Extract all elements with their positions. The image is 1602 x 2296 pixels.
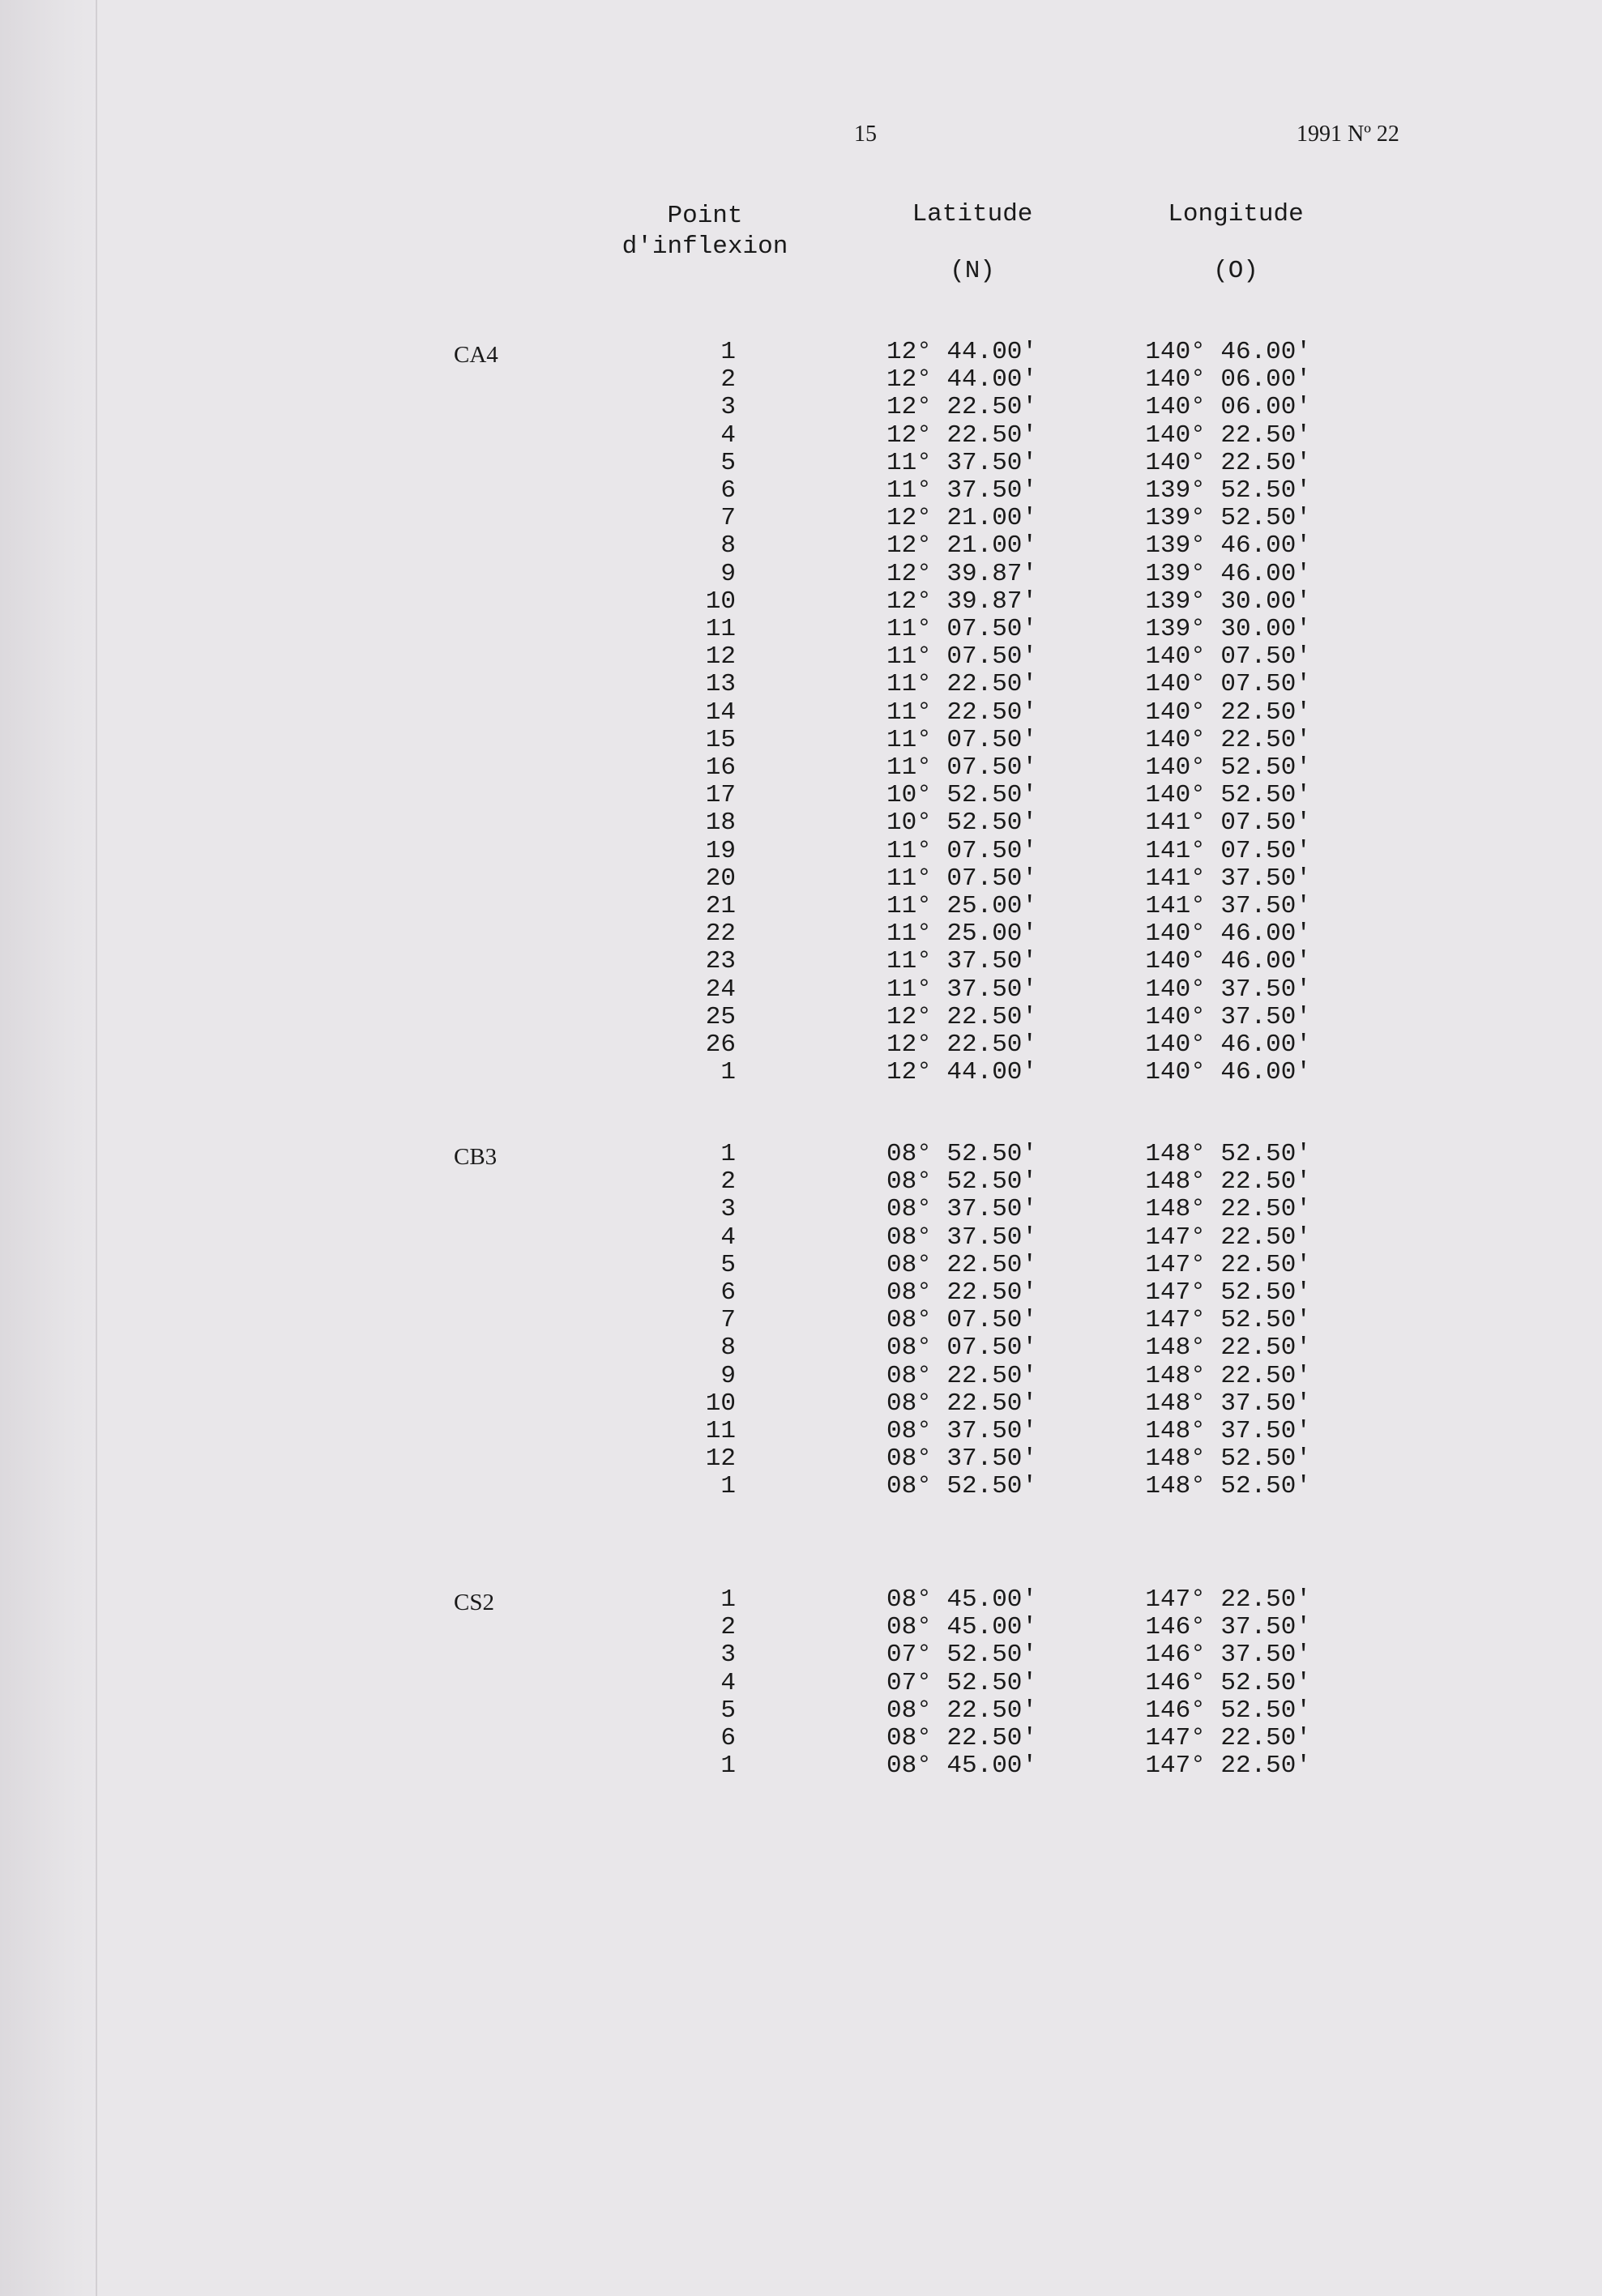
table-row [0, 1279, 1602, 1307]
longitude-cell: 140° 46.00' [1145, 947, 1311, 976]
column-header-latitude-label: Latitude [912, 200, 1033, 228]
point-cell: 10 [705, 1389, 736, 1418]
table-row [0, 893, 1602, 920]
table-row [0, 1252, 1602, 1279]
latitude-cell: 12° 22.50' [886, 1031, 1037, 1059]
latitude-cell: 11° 25.00' [886, 920, 1037, 949]
table-row [0, 976, 1602, 1004]
longitude-cell: 148° 22.50' [1145, 1361, 1311, 1390]
table-row [0, 588, 1602, 616]
point-cell: 4 [720, 420, 736, 450]
longitude-cell: 139° 52.50' [1145, 476, 1311, 505]
latitude-cell: 12° 39.87' [886, 587, 1037, 616]
table-row [0, 450, 1602, 477]
table-row [0, 339, 1602, 366]
latitude-cell: 10° 52.50' [886, 809, 1037, 838]
point-cell: 21 [705, 892, 736, 920]
point-cell: 16 [705, 753, 736, 782]
latitude-cell: 08° 22.50' [886, 1361, 1037, 1390]
latitude-cell: 08° 37.50' [886, 1195, 1037, 1224]
latitude-cell: 12° 21.00' [886, 504, 1037, 533]
table-row [0, 1307, 1602, 1334]
point-cell: 5 [720, 448, 736, 477]
point-cell: 1 [720, 1752, 736, 1781]
column-header-point-line1: Point [667, 202, 743, 230]
table-row [0, 754, 1602, 782]
longitude-cell: 148° 22.50' [1145, 1195, 1311, 1224]
table-row [0, 1141, 1602, 1168]
point-cell: 2 [720, 1167, 736, 1197]
longitude-cell: 148° 37.50' [1145, 1417, 1311, 1445]
table-row [0, 782, 1602, 809]
section-label: CB3 [454, 1144, 498, 1170]
table-row [0, 1196, 1602, 1223]
table-row [0, 477, 1602, 505]
latitude-cell: 11° 37.50' [886, 448, 1037, 477]
latitude-cell: 08° 37.50' [886, 1445, 1037, 1474]
table-row [0, 1614, 1602, 1641]
table-row [0, 1445, 1602, 1473]
latitude-cell: 11° 07.50' [886, 725, 1037, 754]
page-number: 15 [854, 122, 877, 147]
point-cell: 26 [705, 1031, 736, 1059]
point-cell: 1 [720, 338, 736, 366]
table-row [0, 920, 1602, 948]
table-row [0, 1004, 1602, 1031]
table-row [0, 1363, 1602, 1390]
section-label: CA4 [454, 342, 498, 368]
latitude-cell: 12° 44.00' [886, 365, 1037, 395]
column-header-longitude [1134, 199, 1337, 287]
longitude-cell: 140° 52.50' [1145, 753, 1311, 782]
table-row [0, 1473, 1602, 1500]
point-cell: 12 [705, 642, 736, 672]
latitude-cell: 07° 52.50' [886, 1641, 1037, 1670]
document-reference: 1991 Nº 22 [1297, 122, 1399, 147]
longitude-cell: 147° 22.50' [1145, 1250, 1311, 1279]
longitude-cell: 140° 46.00' [1145, 338, 1311, 366]
column-header-point [600, 201, 810, 262]
latitude-cell: 11° 07.50' [886, 753, 1037, 782]
latitude-cell: 12° 44.00' [886, 338, 1037, 366]
table-row [0, 1059, 1602, 1086]
table-row [0, 422, 1602, 450]
point-cell: 12 [705, 1445, 736, 1474]
point-cell: 1 [720, 1472, 736, 1501]
column-header-latitude-unit: (N) [950, 257, 995, 285]
point-cell: 2 [720, 1613, 736, 1642]
table-row [0, 505, 1602, 532]
longitude-cell: 140° 07.50' [1145, 670, 1311, 699]
table-row [0, 616, 1602, 643]
table-row [0, 809, 1602, 837]
point-cell: 11 [705, 1417, 736, 1445]
point-cell: 10 [705, 587, 736, 616]
latitude-cell: 12° 22.50' [886, 393, 1037, 422]
longitude-cell: 147° 52.50' [1145, 1306, 1311, 1335]
table-row [0, 1168, 1602, 1196]
latitude-cell: 07° 52.50' [886, 1668, 1037, 1697]
point-cell: 8 [720, 531, 736, 561]
longitude-cell: 140° 46.00' [1145, 920, 1311, 949]
longitude-cell: 140° 46.00' [1145, 1058, 1311, 1087]
point-cell: 25 [705, 1002, 736, 1031]
point-cell: 20 [705, 864, 736, 893]
longitude-cell: 148° 22.50' [1145, 1167, 1311, 1197]
table-row [0, 1390, 1602, 1418]
table-row [0, 1752, 1602, 1780]
point-cell: 11 [705, 615, 736, 643]
longitude-cell: 140° 22.50' [1145, 420, 1311, 450]
point-cell: 19 [705, 836, 736, 865]
longitude-cell: 139° 30.00' [1145, 615, 1311, 643]
table-row [0, 561, 1602, 588]
longitude-cell: 148° 37.50' [1145, 1389, 1311, 1418]
point-cell: 14 [705, 698, 736, 727]
longitude-cell: 148° 52.50' [1145, 1472, 1311, 1501]
longitude-cell: 147° 22.50' [1145, 1752, 1311, 1781]
point-cell: 7 [720, 504, 736, 533]
longitude-cell: 148° 52.50' [1145, 1445, 1311, 1474]
longitude-cell: 141° 07.50' [1145, 809, 1311, 838]
longitude-cell: 140° 07.50' [1145, 642, 1311, 672]
point-cell: 23 [705, 947, 736, 976]
latitude-cell: 08° 37.50' [886, 1417, 1037, 1445]
point-cell: 6 [720, 1724, 736, 1752]
latitude-cell: 08° 22.50' [886, 1696, 1037, 1725]
table-row [0, 1697, 1602, 1725]
table-row [0, 366, 1602, 394]
latitude-cell: 08° 52.50' [886, 1472, 1037, 1501]
latitude-cell: 08° 07.50' [886, 1334, 1037, 1363]
longitude-cell: 140° 22.50' [1145, 725, 1311, 754]
longitude-cell: 139° 52.50' [1145, 504, 1311, 533]
table-row [0, 1031, 1602, 1059]
longitude-cell: 140° 46.00' [1145, 1031, 1311, 1059]
longitude-cell: 141° 37.50' [1145, 864, 1311, 893]
latitude-cell: 08° 07.50' [886, 1306, 1037, 1335]
point-cell: 9 [720, 559, 736, 588]
table-row [0, 394, 1602, 421]
table-row [0, 1725, 1602, 1752]
longitude-cell: 140° 37.50' [1145, 1002, 1311, 1031]
longitude-cell: 146° 52.50' [1145, 1668, 1311, 1697]
latitude-cell: 11° 37.50' [886, 476, 1037, 505]
point-cell: 3 [720, 1195, 736, 1224]
latitude-cell: 08° 45.00' [886, 1585, 1037, 1614]
latitude-cell: 08° 22.50' [886, 1250, 1037, 1279]
table-row [0, 1418, 1602, 1445]
point-cell: 24 [705, 975, 736, 1004]
latitude-cell: 11° 37.50' [886, 947, 1037, 976]
table-row [0, 1641, 1602, 1669]
column-header-longitude-unit: (O) [1213, 257, 1258, 285]
point-cell: 1 [720, 1585, 736, 1614]
longitude-cell: 139° 46.00' [1145, 531, 1311, 561]
table-row [0, 865, 1602, 893]
column-header-latitude [875, 199, 1070, 287]
latitude-cell: 12° 22.50' [886, 1002, 1037, 1031]
longitude-cell: 139° 46.00' [1145, 559, 1311, 588]
latitude-cell: 08° 45.00' [886, 1752, 1037, 1781]
latitude-cell: 11° 07.50' [886, 615, 1037, 643]
point-cell: 13 [705, 670, 736, 699]
latitude-cell: 12° 44.00' [886, 1058, 1037, 1087]
latitude-cell: 10° 52.50' [886, 781, 1037, 810]
longitude-cell: 147° 52.50' [1145, 1278, 1311, 1307]
latitude-cell: 12° 22.50' [886, 420, 1037, 450]
point-cell: 1 [720, 1058, 736, 1087]
point-cell: 8 [720, 1334, 736, 1363]
table-row [0, 1670, 1602, 1697]
latitude-cell: 11° 07.50' [886, 642, 1037, 672]
point-cell: 6 [720, 476, 736, 505]
point-cell: 9 [720, 1361, 736, 1390]
longitude-cell: 140° 22.50' [1145, 698, 1311, 727]
column-header-longitude-label: Longitude [1168, 200, 1304, 228]
latitude-cell: 12° 39.87' [886, 559, 1037, 588]
section-label: CS2 [454, 1590, 494, 1615]
table-row [0, 699, 1602, 727]
table-row [0, 1224, 1602, 1252]
longitude-cell: 147° 22.50' [1145, 1724, 1311, 1752]
latitude-cell: 11° 22.50' [886, 670, 1037, 699]
latitude-cell: 08° 52.50' [886, 1140, 1037, 1168]
longitude-cell: 146° 37.50' [1145, 1613, 1311, 1642]
table-row [0, 727, 1602, 754]
point-cell: 1 [720, 1140, 736, 1168]
point-cell: 22 [705, 920, 736, 949]
table-row [0, 643, 1602, 671]
point-cell: 3 [720, 1641, 736, 1670]
point-cell: 4 [720, 1223, 736, 1252]
latitude-cell: 11° 22.50' [886, 698, 1037, 727]
point-cell: 3 [720, 393, 736, 422]
longitude-cell: 139° 30.00' [1145, 587, 1311, 616]
latitude-cell: 12° 21.00' [886, 531, 1037, 561]
point-cell: 5 [720, 1696, 736, 1725]
table-row [0, 948, 1602, 975]
longitude-cell: 146° 52.50' [1145, 1696, 1311, 1725]
point-cell: 17 [705, 781, 736, 810]
longitude-cell: 140° 06.00' [1145, 393, 1311, 422]
table-row [0, 671, 1602, 698]
point-cell: 15 [705, 725, 736, 754]
longitude-cell: 140° 37.50' [1145, 975, 1311, 1004]
longitude-cell: 147° 22.50' [1145, 1223, 1311, 1252]
latitude-cell: 08° 22.50' [886, 1278, 1037, 1307]
point-cell: 18 [705, 809, 736, 838]
latitude-cell: 08° 22.50' [886, 1724, 1037, 1752]
table-row [0, 532, 1602, 560]
longitude-cell: 141° 07.50' [1145, 836, 1311, 865]
latitude-cell: 11° 07.50' [886, 836, 1037, 865]
latitude-cell: 11° 07.50' [886, 864, 1037, 893]
latitude-cell: 08° 22.50' [886, 1389, 1037, 1418]
longitude-cell: 140° 22.50' [1145, 448, 1311, 477]
latitude-cell: 08° 37.50' [886, 1223, 1037, 1252]
latitude-cell: 08° 45.00' [886, 1613, 1037, 1642]
longitude-cell: 140° 06.00' [1145, 365, 1311, 395]
longitude-cell: 148° 22.50' [1145, 1334, 1311, 1363]
point-cell: 2 [720, 365, 736, 395]
longitude-cell: 140° 52.50' [1145, 781, 1311, 810]
table-row [0, 838, 1602, 865]
longitude-cell: 148° 52.50' [1145, 1140, 1311, 1168]
latitude-cell: 11° 25.00' [886, 892, 1037, 920]
longitude-cell: 147° 22.50' [1145, 1585, 1311, 1614]
point-cell: 5 [720, 1250, 736, 1279]
latitude-cell: 08° 52.50' [886, 1167, 1037, 1197]
longitude-cell: 146° 37.50' [1145, 1641, 1311, 1670]
point-cell: 4 [720, 1668, 736, 1697]
table-row [0, 1334, 1602, 1362]
longitude-cell: 141° 37.50' [1145, 892, 1311, 920]
column-header-point-line2: d'inflexion [622, 233, 788, 261]
point-cell: 6 [720, 1278, 736, 1307]
latitude-cell: 11° 37.50' [886, 975, 1037, 1004]
point-cell: 7 [720, 1306, 736, 1335]
table-row [0, 1586, 1602, 1614]
